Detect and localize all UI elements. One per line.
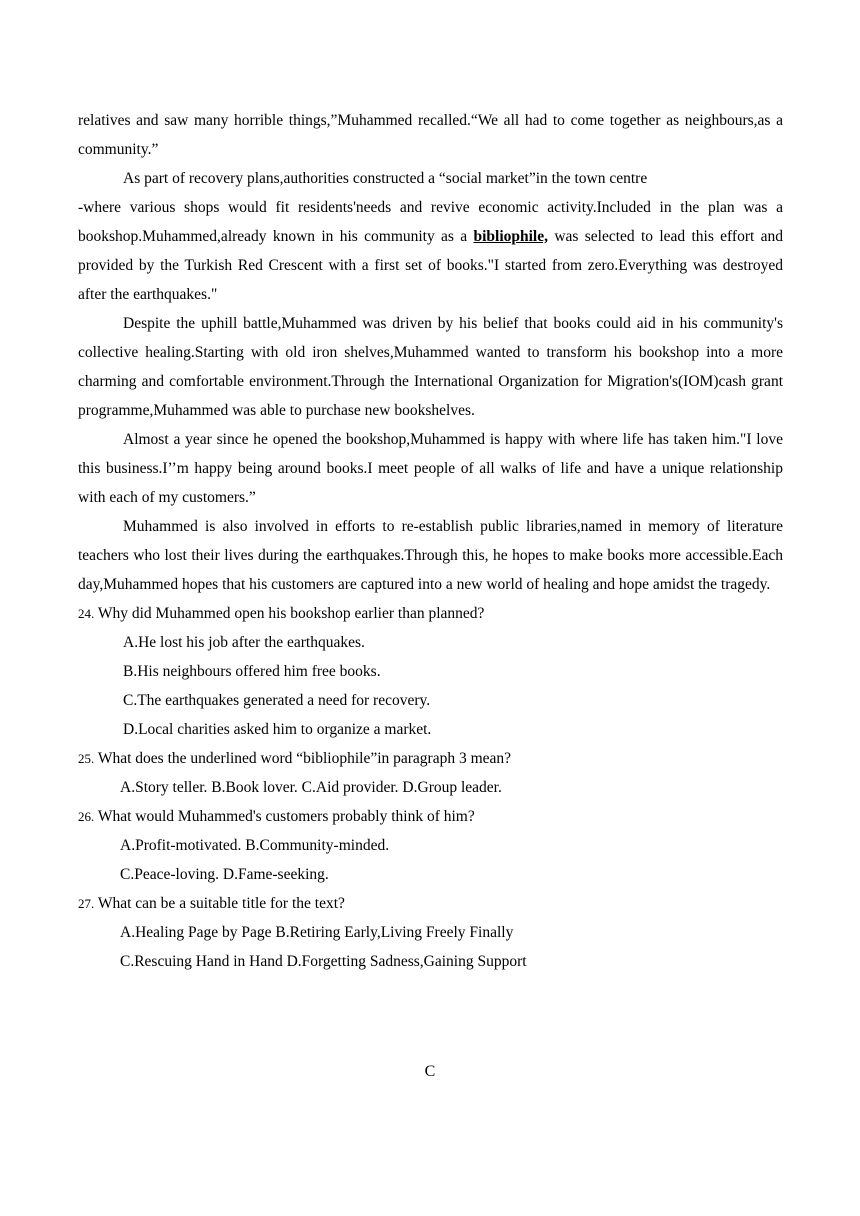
question-25: [78, 744, 783, 773]
question-stem: What does the underlined word “bibliophile”in paragraph 3 mean?: [97, 750, 512, 767]
option-b: B.His neighbours offered him free books.: [123, 663, 381, 680]
underlined-word-bibliophile: bibliophile,: [473, 228, 548, 245]
question-24-options: [78, 628, 783, 744]
paragraph-2-after-word: was selected to lead this effort and provided by the Turkish Red Crescent with a first set of books."I started from zero.Everything was destroyed after the earthquakes.": [78, 228, 783, 303]
question-26: [78, 802, 783, 831]
options-line-2: C.Rescuing Hand in Hand D.Forgetting Sadness,Gaining Support: [120, 953, 527, 970]
paragraph-3: Despite the uphill battle,Muhammed was driven by his belief that books could aid in his community's collective healing.Starting with old iron shelves,Muhammed wanted to transform his bookshop into a more charming and comfortable environment.Through the International Organization for Migration's(IOM)cash grant programme,Muhammed was able to purchase new bookshelves.: [78, 315, 783, 419]
option-a: A.He lost his job after the earthquakes.: [123, 634, 365, 651]
option-c: C.The earthquakes generated a need for recovery.: [123, 692, 431, 709]
options-line-1: A.Profit-motivated. B.Community-minded.: [120, 837, 390, 854]
question-27: [78, 889, 783, 918]
paragraph-2-rest: [78, 193, 783, 309]
question-number: 27.: [78, 896, 95, 911]
passage-and-questions: [78, 106, 783, 976]
paragraph-1-continued: relatives and saw many horrible things,”Muhammed recalled.“We all had to come together as neighbours,as a community.”: [78, 112, 783, 158]
paragraph-5: Muhammed is also involved in efforts to re-establish public libraries,named in memory of literature teachers who lost their lives during the earthquakes.Through this, he hopes to make books more accessible.Each day,Muhammed hopes that his customers are captured into a new world of healing and hope amidst the tragedy.: [78, 518, 783, 593]
question-number: 26.: [78, 809, 95, 824]
paragraph-2-line-1: As part of recovery plans,authorities constructed a “social market”in the town centre: [123, 170, 648, 187]
paragraph-2-before-word: -where various shops would fit residents'needs and revive economic activity.Included in the plan was a bookshop.Muhammed,already known in his community as a: [78, 199, 783, 245]
question-24: [78, 599, 783, 628]
options-line-1: A.Healing Page by Page B.Retiring Early,Living Freely Finally: [120, 924, 514, 941]
paragraph-4: Almost a year since he opened the bookshop,Muhammed is happy with where life has taken him."I love this business.I’’m happy being around books.I meet people of all walks of life and have a unique relationship with each of my customers.”: [78, 431, 783, 506]
question-stem: Why did Muhammed open his bookshop earlier than planned?: [97, 605, 485, 622]
question-stem: What would Muhammed's customers probably think of him?: [97, 808, 475, 825]
options-line: A.Story teller. B.Book lover. C.Aid provider. D.Group leader.: [120, 779, 502, 796]
question-stem: What can be a suitable title for the text?: [97, 895, 345, 912]
option-d: D.Local charities asked him to organize a market.: [123, 721, 432, 738]
question-number: 25.: [78, 751, 95, 766]
section-heading: C: [424, 1063, 436, 1080]
question-27-options: [78, 918, 783, 976]
options-line-2: C.Peace-loving. D.Fame-seeking.: [120, 866, 329, 883]
question-number: 24.: [78, 606, 95, 621]
paragraph-2: [78, 164, 783, 309]
question-25-options: [78, 773, 783, 802]
question-26-options: [78, 831, 783, 889]
